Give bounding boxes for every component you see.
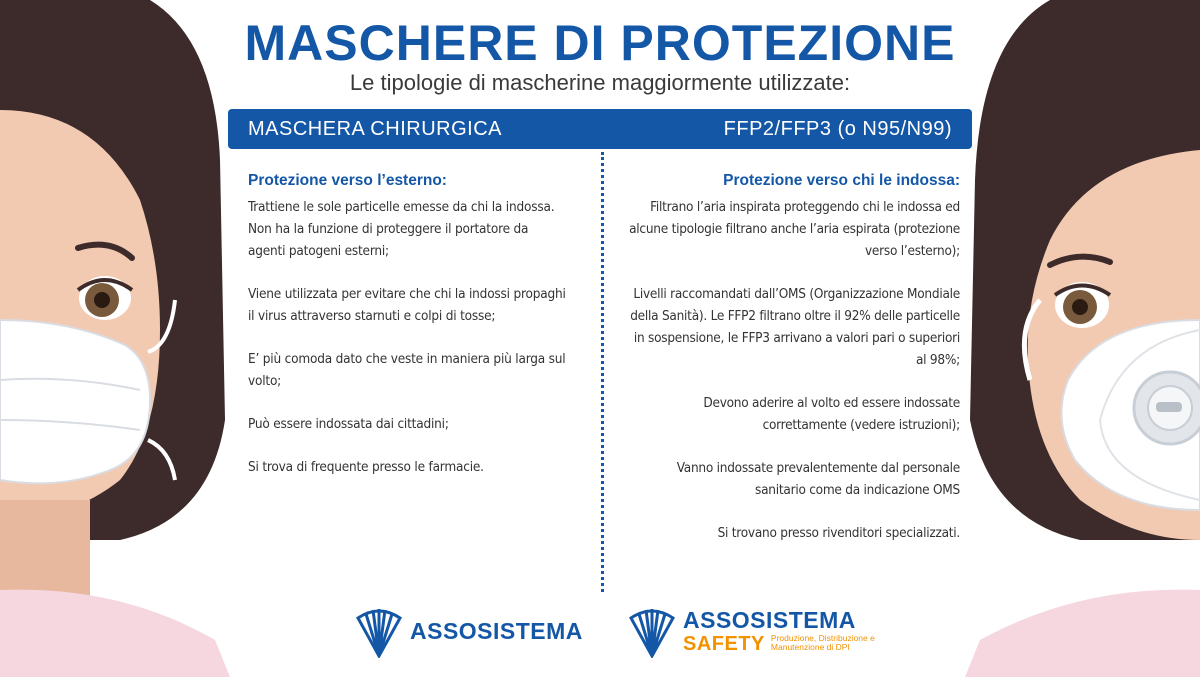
- safety-tagline: Produzione, Distribuzione e Manutenzione di DPI: [770, 632, 875, 652]
- ffp-mask-point: Livelli raccomandati dall’OMS (Organizzazione Mondiale della Sanità). Le FFP2 filtrano oltre il 92% delle particelle in sospensione, le FFP3 arrivano a valori pari o superiori al 98%;: [630, 286, 960, 368]
- ffp-mask-point: Vanno indossate prevalentemente dal personale sanitario come da indicazione OMS: [676, 460, 960, 498]
- page-title: MASCHERE DI PROTEZIONE: [244, 15, 956, 71]
- ffp-valve-slot: [1156, 402, 1182, 412]
- shell-emblem-icon: [354, 604, 404, 658]
- surgical-mask-point: Trattiene le sole particelle emesse da chi la indossa. Non ha la funzione di proteggere il portatore da agenti patogeni esterni;: [248, 199, 555, 259]
- pupil-left: [94, 292, 110, 308]
- column-divider: [601, 152, 604, 592]
- ffp-mask-point: Devono aderire al volto ed essere indossate correttamente (vedere istruzioni);: [703, 395, 960, 433]
- page-subtitle: Le tipologie di mascherine maggiormente utilizzate:: [349, 70, 851, 95]
- shirt-right: [965, 590, 1200, 677]
- ffp-mask-heading: Protezione verso chi le indossa:: [723, 172, 960, 189]
- surgical-mask-point: E’ più comoda dato che veste in maniera più larga sul volto;: [248, 351, 566, 389]
- neck-left: [0, 500, 90, 600]
- ffp-mask-point: Filtrano l’aria inspirata proteggendo chi le indossa ed alcune tipologie filtrano anche l’aria espirata (protezione verso l’esterno);: [629, 199, 960, 259]
- surgical-mask-woman-illustration: [0, 0, 240, 677]
- assosistema-logo: [354, 604, 583, 658]
- ffp-mask-label: FFP2/FFP3 (o N95/N99): [723, 117, 952, 140]
- assosistema-safety-logo-text: ASSOSISTEMA: [683, 606, 856, 633]
- assosistema-safety-logo: [627, 604, 883, 658]
- comparison-header-bar: [228, 109, 972, 149]
- surgical-mask-point: Può essere indossata dai cittadini;: [248, 416, 449, 432]
- surgical-mask-point: Viene utilizzata per evitare che chi la indossi propaghi il virus attraverso starnuti e colpi di tosse;: [248, 286, 566, 324]
- shell-emblem-icon: [627, 604, 677, 658]
- ffp-mask-woman-illustration: [930, 0, 1200, 677]
- shirt-left: [0, 590, 230, 677]
- assosistema-logo-text: ASSOSISTEMA: [410, 617, 583, 644]
- pupil-right: [1072, 299, 1088, 315]
- surgical-mask-point: Si trova di frequente presso le farmacie.: [248, 459, 484, 475]
- surgical-mask-heading: Protezione verso l’esterno:: [248, 172, 447, 189]
- safety-label: SAFETY: [683, 632, 765, 655]
- ffp-mask-column: [624, 172, 960, 565]
- surgical-mask-label: MASCHERA CHIRURGICA: [248, 117, 502, 140]
- surgical-mask-column: [248, 172, 568, 499]
- ffp-mask-point: Si trovano presso rivenditori specializzati.: [717, 525, 960, 541]
